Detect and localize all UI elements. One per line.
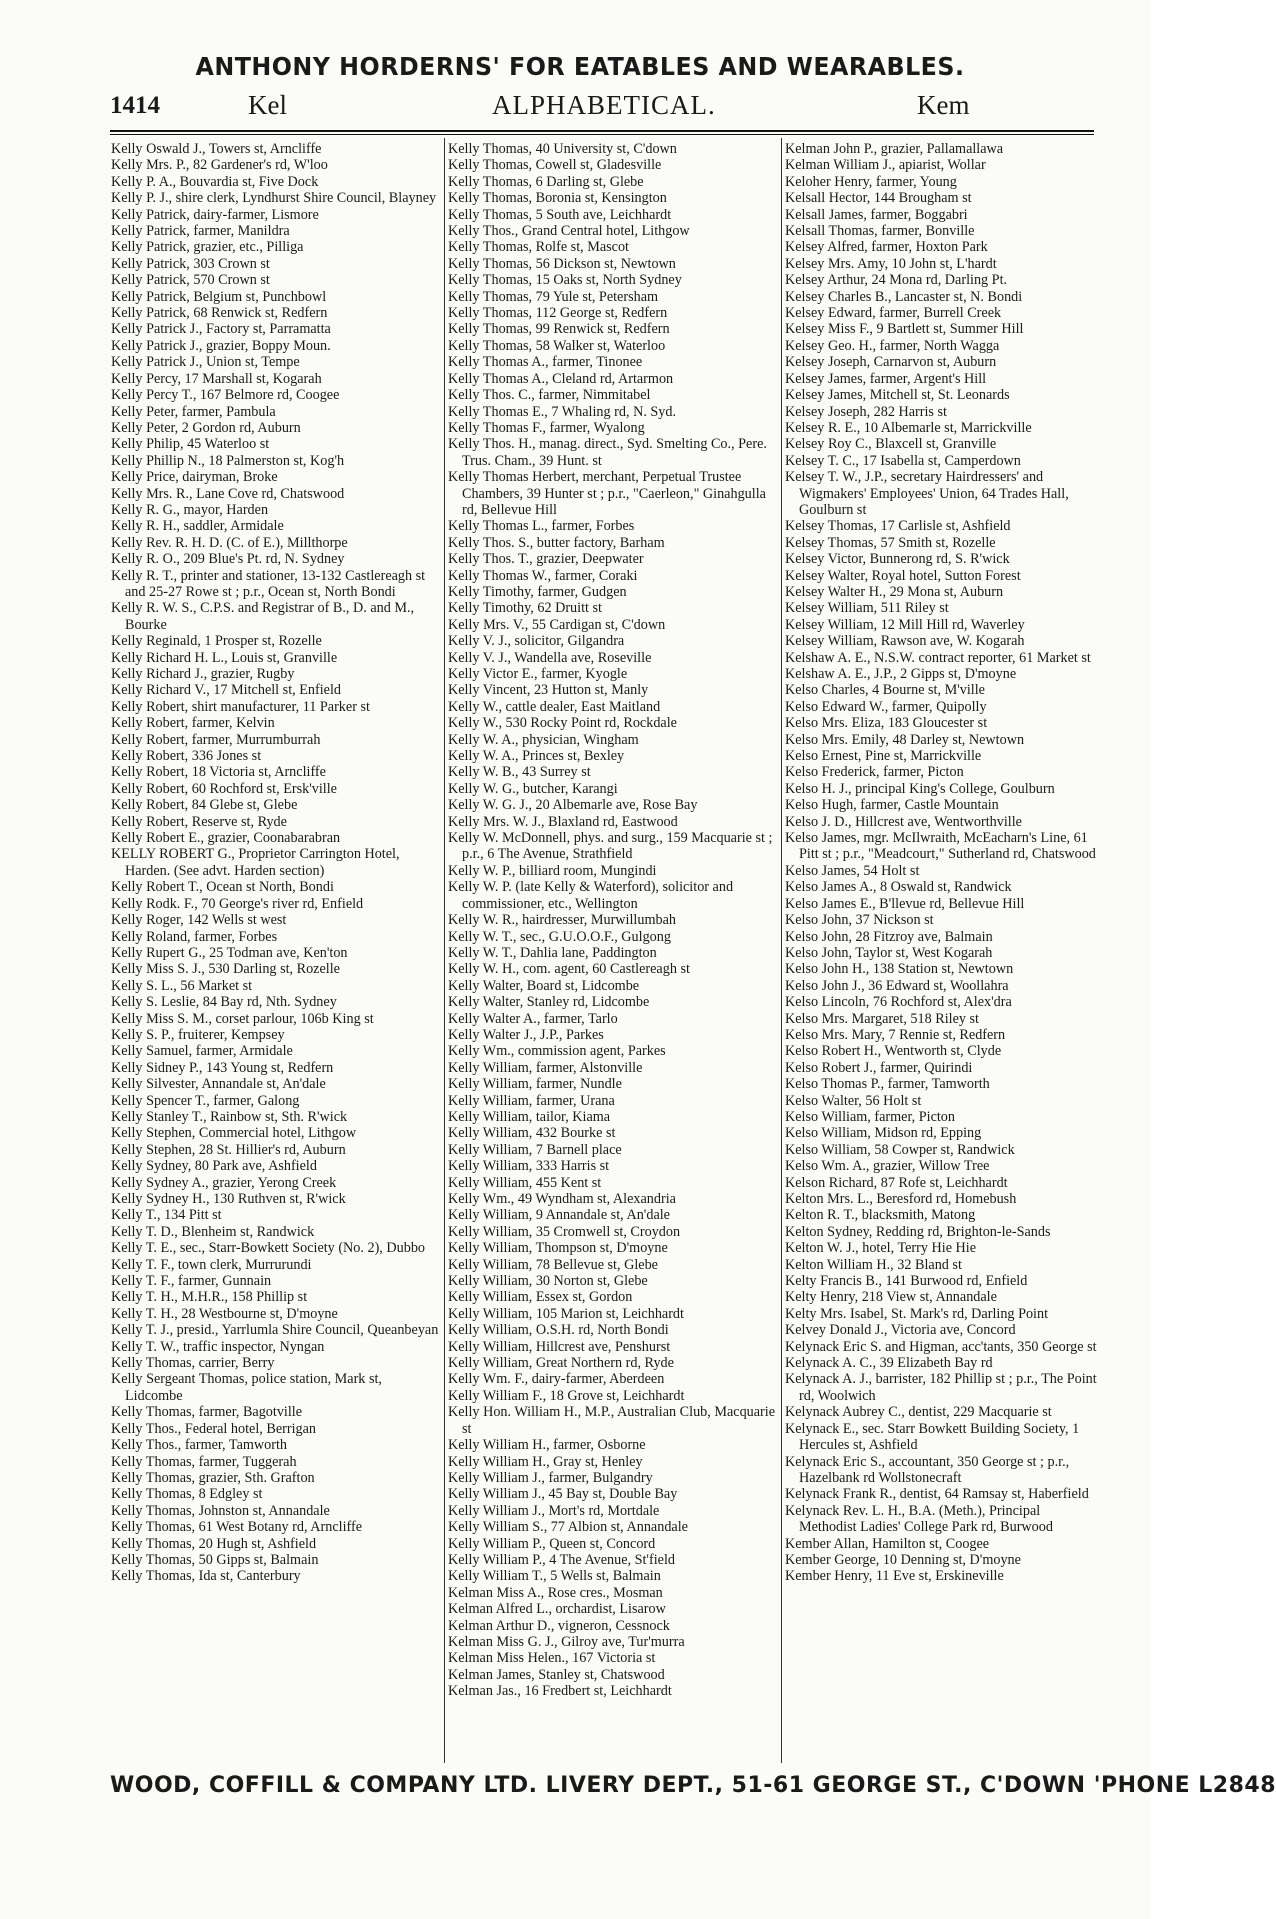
directory-entry: Kelly W. G., butcher, Karangi bbox=[448, 780, 618, 797]
directory-entry: Kelly William, farmer, Nundle bbox=[448, 1076, 622, 1093]
directory-entry: Kelly Mrs. W. J., Blaxland rd, Eastwood bbox=[448, 813, 678, 830]
directory-entry: Kelsey Joseph, Carnarvon st, Auburn bbox=[785, 354, 997, 371]
directory-entry: Kelly Silvester, Annandale st, An'dale bbox=[111, 1076, 326, 1093]
directory-entry: Kelly W. G. J., 20 Albemarle ave, Rose Bay bbox=[448, 797, 698, 814]
directory-entry: Kelton R. T., blacksmith, Matong bbox=[785, 1207, 976, 1224]
directory-entry: Kelsall Hector, 144 Brougham st bbox=[785, 190, 972, 207]
directory-entry: Kelly William, tailor, Kiama bbox=[448, 1108, 611, 1125]
directory-entry: Kelly William J., Mort's rd, Mortdale bbox=[448, 1502, 660, 1519]
directory-entry: Kelly T. F., town clerk, Murrurundi bbox=[111, 1256, 312, 1273]
directory-entry: Kelynack E., sec. Starr Bowkett Building Society, 1 Hercules st, Ashfield bbox=[785, 1420, 1080, 1454]
directory-entry: Kelsey Mrs. Amy, 10 John st, L'hardt bbox=[785, 255, 997, 272]
directory-entry: Kelynack Aubrey C., dentist, 229 Macquarie st bbox=[785, 1404, 1052, 1421]
directory-entry: Kelly Thomas L., farmer, Forbes bbox=[448, 518, 635, 535]
directory-entry: Kelsey T. W., J.P., secretary Hairdressers' and Wigmakers' Employees' Union, 64 Trades Hall, Goulburn st bbox=[785, 469, 1069, 518]
directory-entry: Kelsey James, farmer, Argent's Hill bbox=[785, 370, 987, 387]
directory-entry: Kelly W. T., Dahlia lane, Paddington bbox=[448, 944, 657, 961]
directory-entry: Kelly T. W., traffic inspector, Nyngan bbox=[111, 1338, 325, 1355]
directory-entry: Kelly R. W. S., C.P.S. and Registrar of B., D. and M., Bourke bbox=[111, 600, 415, 633]
directory-entry: Kelly Patrick, grazier, etc., Pilliga bbox=[111, 239, 304, 256]
directory-entry: Kelman James, Stanley st, Chatswood bbox=[448, 1666, 665, 1683]
directory-entry: Kelly Thomas A., Cleland rd, Artarmon bbox=[448, 370, 674, 387]
directory-entry: Kelly William, 7 Barnell place bbox=[448, 1141, 622, 1158]
directory-entry: Kelly Thos. T., grazier, Deepwater bbox=[448, 551, 644, 568]
directory-entry: Kelly Thomas, 61 West Botany rd, Arncliffe bbox=[111, 1519, 363, 1536]
directory-entry: Kelsey Walter H., 29 Mona st, Auburn bbox=[785, 583, 1004, 600]
directory-entry: Kelsey Roy C., Blaxcell st, Granville bbox=[785, 436, 997, 453]
directory-entry: Kelly T. H., 28 Westbourne st, D'moyne bbox=[111, 1305, 338, 1322]
directory-entry: Kelly Robert E., grazier, Coonabarabran bbox=[111, 830, 341, 847]
directory-entry: Kelsey Joseph, 282 Harris st bbox=[785, 403, 947, 420]
directory-entry: Kelly Stephen, 28 St. Hillier's rd, Auburn bbox=[111, 1141, 346, 1158]
directory-entry: Kelly Phillip N., 18 Palmerston st, Kog'h bbox=[111, 452, 345, 469]
directory-entry: Kelynack Eric S. and Higman, acc'tants, 350 George st bbox=[785, 1338, 1097, 1355]
directory-entry: Kelso John J., 36 Edward st, Woollahra bbox=[785, 977, 1009, 994]
directory-entry: Kelly Thos. S., butter factory, Barham bbox=[448, 534, 665, 551]
directory-entry: Kelly Timothy, 62 Druitt st bbox=[448, 600, 602, 617]
directory-entry: Kelso Wm. A., grazier, Willow Tree bbox=[785, 1158, 990, 1175]
directory-entry: Kelly Thos., farmer, Tamworth bbox=[111, 1437, 288, 1454]
directory-entry: Kelly Thomas F., farmer, Wyalong bbox=[448, 419, 645, 436]
directory-entry: Kelly Robert, 84 Glebe st, Glebe bbox=[111, 797, 298, 814]
directory-entry: Kelsey Geo. H., farmer, North Wagga bbox=[785, 337, 1000, 354]
directory-entry: Kelly Sydney A., grazier, Yerong Creek bbox=[111, 1174, 337, 1191]
directory-entry: Kelly W., 530 Rocky Point rd, Rockdale bbox=[448, 715, 677, 732]
directory-entry: Kelman William J., apiarist, Wollar bbox=[785, 157, 986, 174]
directory-entry: Kelly William, 455 Kent st bbox=[448, 1174, 602, 1191]
directory-entry: Kelly William F., 18 Grove st, Leichhardt bbox=[448, 1387, 685, 1404]
directory-entry: Kelso Robert H., Wentworth st, Clyde bbox=[785, 1043, 1002, 1060]
directory-entry: Kelly Richard V., 17 Mitchell st, Enfield bbox=[111, 682, 341, 699]
directory-entry: Kelso John, 28 Fitzroy ave, Balmain bbox=[785, 928, 993, 945]
directory-entry: Kelso James E., B'llevue rd, Bellevue Hill bbox=[785, 895, 1025, 912]
directory-entry: Kelly Thomas, 50 Gipps st, Balmain bbox=[111, 1551, 319, 1568]
directory-entry: Kelly Patrick, dairy-farmer, Lismore bbox=[111, 206, 319, 223]
directory-entry: Kelly Thomas, 20 Hugh st, Ashfield bbox=[111, 1535, 317, 1552]
directory-entry: Kelly Thos., Federal hotel, Berrigan bbox=[111, 1420, 317, 1437]
directory-entry: Kelly Walter J., J.P., Parkes bbox=[448, 1026, 604, 1043]
directory-entry: Kelly William, farmer, Urana bbox=[448, 1092, 615, 1109]
directory-entry: Kelly Vincent, 23 Hutton st, Manly bbox=[448, 682, 649, 699]
directory-entry: Kelman John P., grazier, Pallamallawa bbox=[785, 141, 1004, 157]
directory-entry: Kelly Thomas, 40 University st, C'down bbox=[448, 141, 677, 157]
directory-entry: Kelly Thomas, 6 Darling st, Glebe bbox=[448, 173, 644, 190]
directory-entry: Kelly Thomas, 112 George st, Redfern bbox=[448, 305, 668, 322]
directory-entry: Kelly Robert, 336 Jones st bbox=[111, 748, 262, 765]
directory-entry: Kelly Wm., commission agent, Parkes bbox=[448, 1043, 666, 1060]
directory-entry: Kelly Thomas W., farmer, Coraki bbox=[448, 567, 638, 584]
directory-entry: Kelly Thos. H., manag. direct., Syd. Smelting Co., Pere. Trus. Cham., 39 Hunt. st bbox=[448, 436, 767, 469]
section-title: ALPHABETICAL. bbox=[492, 90, 716, 120]
directory-entry: Kelly William, 432 Bourke st bbox=[448, 1125, 616, 1142]
directory-entry: Kelso John, 37 Nickson st bbox=[785, 912, 934, 929]
directory-entry: Kelly Thomas, 15 Oaks st, North Sydney bbox=[448, 272, 682, 289]
directory-entry: Kelly Robert T., Ocean st North, Bondi bbox=[111, 879, 334, 896]
directory-entry: Kelman Alfred L., orchardist, Lisarow bbox=[448, 1601, 666, 1618]
directory-entry: Kelly P. J., shire clerk, Lyndhurst Shire Council, Blayney bbox=[111, 190, 437, 207]
directory-entry: Kember Allan, Hamilton st, Coogee bbox=[785, 1535, 990, 1552]
column-divider bbox=[444, 138, 445, 1763]
directory-entry: Kelty Henry, 218 View st, Annandale bbox=[785, 1289, 997, 1306]
directory-entry: Kelly William, 105 Marion st, Leichhardt bbox=[448, 1305, 684, 1322]
guide-word-last: Kem bbox=[917, 90, 970, 120]
directory-entry: Kelynack Frank R., dentist, 64 Ramsay st, Haberfield bbox=[785, 1486, 1089, 1503]
directory-entry: Kelty Francis B., 141 Burwood rd, Enfield bbox=[785, 1273, 1028, 1290]
directory-entry: Kelly William, O.S.H. rd, North Bondi bbox=[448, 1322, 669, 1339]
directory-entry: Kelso Robert J., farmer, Quirindi bbox=[785, 1059, 973, 1076]
bottom-advertisement-banner: WOOD, COFFILL & COMPANY LTD. LIVERY DEPT., 51-61 GEORGE ST., C'DOWN 'PHONE L2848 bbox=[110, 1773, 1276, 1798]
directory-entry: Kelly V. J., Wandella ave, Roseville bbox=[448, 649, 652, 666]
directory-entry: Kelman Miss Helen., 167 Victoria st bbox=[448, 1650, 656, 1667]
directory-entry: Kelly William, Essex st, Gordon bbox=[448, 1289, 633, 1306]
directory-entry: Kelly Walter, Stanley rd, Lidcombe bbox=[448, 994, 650, 1011]
directory-entry: Kelly T. D., Blenheim st, Randwick bbox=[111, 1223, 315, 1240]
directory-entry: Kelly Thos., Grand Central hotel, Lithgow bbox=[448, 223, 690, 240]
directory-entry: Kelly Thomas, farmer, Tuggerah bbox=[111, 1453, 297, 1470]
directory-entry: Kelly Wm., 49 Wyndham st, Alexandria bbox=[448, 1191, 676, 1207]
directory-entry: Kelly Philip, 45 Waterloo st bbox=[111, 436, 270, 453]
directory-column-3 bbox=[785, 141, 1097, 1585]
directory-entry: Kelly T. J., presid., Yarrlumla Shire Council, Queanbeyan bbox=[111, 1322, 439, 1339]
top-advertisement-banner: ANTHONY HORDERNS' FOR EATABLES AND WEARABLES. bbox=[195, 52, 965, 81]
directory-entry: Kelly Rupert G., 25 Todman ave, Ken'ton bbox=[111, 944, 348, 961]
directory-entry: Kelly William, 333 Harris st bbox=[448, 1158, 610, 1175]
directory-entry: Kelly Percy T., 167 Belmore rd, Coogee bbox=[111, 387, 340, 404]
directory-entry: Kelynack A. C., 39 Elizabeth Bay rd bbox=[785, 1355, 993, 1372]
directory-entry: Kelly Oswald J., Towers st, Arncliffe bbox=[111, 141, 322, 157]
directory-entry: Kelynack Eric S., accountant, 350 George st ; p.r., Hazelbank rd Wollstonecraft bbox=[785, 1453, 1070, 1486]
directory-entry: Kelly Thomas, 99 Renwick st, Redfern bbox=[448, 321, 670, 338]
directory-entry: Kelly Thomas, 8 Edgley st bbox=[111, 1486, 263, 1503]
directory-entry: Kelsall Thomas, farmer, Bonville bbox=[785, 223, 975, 240]
directory-entry: Kelsey Thomas, 57 Smith st, Rozelle bbox=[785, 534, 996, 551]
directory-entry: Kelly Miss S. J., 530 Darling st, Rozelle bbox=[111, 961, 340, 978]
directory-entry: Kelsey William, Rawson ave, W. Kogarah bbox=[785, 633, 1025, 650]
directory-entry: Kelly William, Hillcrest ave, Penshurst bbox=[448, 1338, 671, 1355]
directory-entry: Kelly Sydney, 80 Park ave, Ashfield bbox=[111, 1158, 317, 1175]
directory-entry: Kelly T. E., sec., Starr-Bowkett Society (No. 2), Dubbo bbox=[111, 1240, 426, 1257]
directory-entry: Kelvey Donald J., Victoria ave, Concord bbox=[785, 1322, 1016, 1339]
directory-entry: Kelly William P., 4 The Avenue, St'field bbox=[448, 1551, 675, 1568]
directory-entry: Kelly Victor E., farmer, Kyogle bbox=[448, 666, 628, 682]
directory-entry: Kelly Reginald, 1 Prosper st, Rozelle bbox=[111, 633, 322, 650]
directory-entry: Kelso J. D., Hillcrest ave, Wentworthville bbox=[785, 813, 1022, 830]
directory-entry: Kelso William, farmer, Picton bbox=[785, 1108, 955, 1125]
directory-entry: Kelsey Arthur, 24 Mona rd, Darling Pt. bbox=[785, 272, 1008, 289]
directory-entry: Kelly Patrick, farmer, Manildra bbox=[111, 223, 290, 240]
directory-entry: Kelly William T., 5 Wells st, Balmain bbox=[448, 1568, 661, 1585]
directory-entry: Kelly Thomas, grazier, Sth. Grafton bbox=[111, 1469, 315, 1486]
directory-entry: Kelly W. T., sec., G.U.O.O.F., Gulgong bbox=[448, 928, 671, 945]
directory-entry: Kelso Frederick, farmer, Picton bbox=[785, 764, 964, 781]
directory-entry: Kelly P. A., Bouvardia st, Five Dock bbox=[111, 173, 319, 190]
directory-entry: Kelso Mrs. Emily, 48 Darley st, Newtown bbox=[785, 731, 1025, 748]
directory-entry: Kelly Thomas, 79 Yule st, Petersham bbox=[448, 288, 659, 305]
directory-entry: Kelly Roger, 142 Wells st west bbox=[111, 912, 287, 929]
directory-entry: Kelly William, 9 Annandale st, An'dale bbox=[448, 1207, 670, 1224]
directory-entry: Kelly Thomas, Rolfe st, Mascot bbox=[448, 239, 630, 256]
directory-entry: Kelly Patrick J., grazier, Boppy Moun. bbox=[111, 337, 331, 354]
directory-entry: Kelman Jas., 16 Fredbert st, Leichhardt bbox=[448, 1683, 672, 1700]
directory-entry: Kelsey Miss F., 9 Bartlett st, Summer Hill bbox=[785, 321, 1024, 338]
directory-entry: Kelman Miss A., Rose cres., Mosman bbox=[448, 1584, 663, 1601]
directory-entry: Kelly S. Leslie, 84 Bay rd, Nth. Sydney bbox=[111, 994, 337, 1011]
directory-entry: Kelsall James, farmer, Boggabri bbox=[785, 206, 968, 223]
directory-entry: Kelson Richard, 87 Rofe st, Leichhardt bbox=[785, 1174, 1008, 1191]
directory-entry: Kelly Peter, farmer, Pambula bbox=[111, 403, 276, 420]
directory-entry: Kelsey James, Mitchell st, St. Leonards bbox=[785, 387, 1010, 404]
directory-entry: Kelly W. B., 43 Surrey st bbox=[448, 764, 591, 781]
directory-entry: Kelly T., 134 Pitt st bbox=[111, 1207, 222, 1224]
directory-entry: Kelly Rodk. F., 70 George's river rd, Enfield bbox=[111, 895, 364, 912]
directory-entry: Kelly Rev. R. H. D. (C. of E.), Millthorpe bbox=[111, 534, 348, 551]
directory-entry: Kelly Mrs. V., 55 Cardigan st, C'down bbox=[448, 616, 666, 633]
directory-entry: Kelsey R. E., 10 Albemarle st, Marrickville bbox=[785, 419, 1032, 436]
directory-entry: Kelso Mrs. Eliza, 183 Gloucester st bbox=[785, 715, 988, 732]
directory-entry: Kelso Charles, 4 Bourne st, M'ville bbox=[785, 682, 985, 699]
directory-entry: Kelly Richard H. L., Louis st, Granville bbox=[111, 649, 338, 666]
directory-entry: Kelly Patrick J., Union st, Tempe bbox=[111, 354, 300, 371]
directory-entry: Kelly S. P., fruiterer, Kempsey bbox=[111, 1026, 285, 1043]
directory-entry: Kelly Timothy, farmer, Gudgen bbox=[448, 583, 627, 600]
directory-entry: Kelsey Edward, farmer, Burrell Creek bbox=[785, 305, 1002, 322]
directory-entry: Kelly Thomas, farmer, Bagotville bbox=[111, 1404, 303, 1421]
directory-entry: Kelly William J., farmer, Bulgandry bbox=[448, 1469, 653, 1486]
directory-entry: Kelly Peter, 2 Gordon rd, Auburn bbox=[111, 419, 301, 436]
directory-entry: Kelly Walter A., farmer, Tarlo bbox=[448, 1010, 618, 1027]
directory-entry: Kelsey Walter, Royal hotel, Sutton Forest bbox=[785, 567, 1021, 584]
directory-entry: Keloher Henry, farmer, Young bbox=[785, 173, 957, 190]
directory-entry: Kelly Richard J., grazier, Rugby bbox=[111, 666, 295, 682]
directory-entry: Kelly William S., 77 Albion st, Annandale bbox=[448, 1519, 688, 1536]
directory-entry: Kelso Edward W., farmer, Quipolly bbox=[785, 698, 987, 715]
directory-entry: Kelly William P., Queen st, Concord bbox=[448, 1535, 656, 1552]
directory-entry: Kelly Thomas, 58 Walker st, Waterloo bbox=[448, 337, 666, 354]
directory-entry: Kelshaw A. E., N.S.W. contract reporter, 61 Market st bbox=[785, 649, 1091, 666]
directory-entry: Kelly W. H., com. agent, 60 Castlereagh st bbox=[448, 961, 690, 978]
directory-entry: Kelly W. A., Princes st, Bexley bbox=[448, 748, 625, 765]
directory-entry: Kelly Robert, 60 Rochford st, Ersk'ville bbox=[111, 780, 337, 797]
directory-entry: Kelso H. J., principal King's College, Goulburn bbox=[785, 780, 1055, 797]
directory-entry: Kelman Miss G. J., Gilroy ave, Tur'murra bbox=[448, 1633, 685, 1650]
directory-entry: Kelly W. P., billiard room, Mungindi bbox=[448, 862, 657, 879]
directory-entry: Kelly Thos. C., farmer, Nimmitabel bbox=[448, 387, 651, 404]
directory-entry: Kelynack A. J., barrister, 182 Phillip st ; p.r., The Point rd, Woolwich bbox=[785, 1371, 1097, 1404]
directory-entry: Kember George, 10 Denning st, D'moyne bbox=[785, 1551, 1021, 1568]
directory-entry: Kelly Mrs. P., 82 Gardener's rd, W'loo bbox=[111, 157, 328, 174]
directory-entry: Kelly Thomas, Cowell st, Gladesville bbox=[448, 157, 662, 174]
directory-entry: Kelton Mrs. L., Beresford rd, Homebush bbox=[785, 1191, 1017, 1207]
directory-entry: Kelly Miss S. M., corset parlour, 106b King st bbox=[111, 1010, 374, 1027]
directory-entry: Kelly Patrick, Belgium st, Punchbowl bbox=[111, 288, 327, 305]
directory-entry: Kelton William H., 32 Bland st bbox=[785, 1256, 962, 1273]
header-rule bbox=[110, 130, 1094, 132]
directory-entry: Kelly Thomas, 56 Dickson st, Newtown bbox=[448, 255, 676, 272]
directory-entry: Kelman Arthur D., vigneron, Cessnock bbox=[448, 1617, 670, 1634]
directory-entry: Kelly Thomas, 5 South ave, Leichhardt bbox=[448, 206, 672, 223]
directory-entry: Kelly Price, dairyman, Broke bbox=[111, 469, 278, 486]
directory-entry: Kelly William, 78 Bellevue st, Glebe bbox=[448, 1256, 658, 1273]
directory-entry: Kelly Wm. F., dairy-farmer, Aberdeen bbox=[448, 1371, 665, 1388]
directory-entry: Kelso Mrs. Mary, 7 Rennie st, Redfern bbox=[785, 1026, 1006, 1043]
directory-entry: Kelly W., cattle dealer, East Maitland bbox=[448, 698, 661, 715]
directory-entry: Kelly Patrick, 68 Renwick st, Redfern bbox=[111, 305, 328, 322]
directory-entry: Kelly Thomas Herbert, merchant, Perpetual Trustee Chambers, 39 Hunter st ; p.r., "Caerleon," Ginahgulla rd, Bellevue Hill bbox=[448, 469, 766, 518]
directory-entry: Kelly William, Thompson st, D'moyne bbox=[448, 1240, 668, 1257]
directory-entry: Kelly R. G., mayor, Harden bbox=[111, 501, 269, 518]
directory-entry: Kelton W. J., hotel, Terry Hie Hie bbox=[785, 1240, 977, 1257]
directory-entry: Kelly R. O., 209 Blue's Pt. rd, N. Sydney bbox=[111, 551, 345, 568]
directory-entry: Kelly Roland, farmer, Forbes bbox=[111, 928, 278, 945]
directory-column-1 bbox=[111, 141, 441, 1585]
directory-entry: Kelly Sergeant Thomas, police station, Mark st, Lidcombe bbox=[111, 1371, 382, 1404]
directory-entry: Kelso John H., 138 Station st, Newtown bbox=[785, 961, 1014, 978]
directory-entry: Kelso William, Midson rd, Epping bbox=[785, 1125, 982, 1142]
directory-entry: Kelly William, Great Northern rd, Ryde bbox=[448, 1355, 674, 1372]
directory-entry: Kelsey William, 12 Mill Hill rd, Waverley bbox=[785, 616, 1025, 633]
directory-entry: Kelly Patrick, 303 Crown st bbox=[111, 255, 270, 272]
directory-entry: Kelso William, 58 Cowper st, Randwick bbox=[785, 1141, 1015, 1158]
directory-entry: Kelso Walter, 56 Holt st bbox=[785, 1092, 922, 1109]
directory-entry: Kelso Lincoln, 76 Rochford st, Alex'dra bbox=[785, 994, 1012, 1011]
directory-entry: Kelly William H., Gray st, Henley bbox=[448, 1453, 643, 1470]
directory-entry: Kelly W. McDonnell, phys. and surg., 159 Macquarie st ; p.r., 6 The Avenue, Strathfield bbox=[448, 830, 773, 863]
directory-entry: Kelly Walter, Board st, Lidcombe bbox=[448, 977, 640, 994]
header-rule-thin bbox=[110, 134, 1094, 135]
column-divider bbox=[781, 138, 782, 1763]
directory-entry: Kelly Robert, Reserve st, Ryde bbox=[111, 813, 287, 830]
directory-entry: Kelly Patrick, 570 Crown st bbox=[111, 272, 270, 289]
directory-entry: Kelly Robert, shirt manufacturer, 11 Parker st bbox=[111, 698, 370, 715]
directory-entry: Kelly T. H., M.H.R., 158 Phillip st bbox=[111, 1289, 308, 1306]
directory-entry: Kelso Mrs. Margaret, 518 Riley st bbox=[785, 1010, 980, 1027]
directory-entry: Kelly Thomas E., 7 Whaling rd, N. Syd. bbox=[448, 403, 677, 420]
directory-entry: Kelynack Rev. L. H., B.A. (Meth.), Principal Methodist Ladies' College Park rd, Burwood bbox=[785, 1502, 1053, 1536]
directory-entry: Kelly W. P. (late Kelly & Waterford), solicitor and commissioner, etc., Wellington bbox=[448, 879, 734, 912]
directory-entry: Kelly Robert, farmer, Kelvin bbox=[111, 715, 275, 732]
directory-entry: Kelly Stephen, Commercial hotel, Lithgow bbox=[111, 1125, 357, 1142]
directory-entry: Kelsey Alfred, farmer, Hoxton Park bbox=[785, 239, 988, 256]
directory-entry: Kelly Thomas A., farmer, Tinonee bbox=[448, 354, 643, 371]
directory-entry: Kelly Percy, 17 Marshall st, Kogarah bbox=[111, 370, 322, 387]
directory-entry: Kelly Mrs. R., Lane Cove rd, Chatswood bbox=[111, 485, 345, 502]
directory-entry: Kelly Samuel, farmer, Armidale bbox=[111, 1043, 293, 1060]
directory-entry: Kelly R. T., printer and stationer, 13-132 Castlereagh st and 25-27 Rowe st ; p.r., Ocean st, North Bondi bbox=[111, 567, 426, 600]
directory-entry: Kelly William H., farmer, Osborne bbox=[448, 1437, 646, 1454]
directory-entry: Kelly Thomas, Boronia st, Kensington bbox=[448, 190, 667, 207]
directory-entry: Kelsey Victor, Bunnerong rd, S. R'wick bbox=[785, 551, 1010, 568]
directory-entry: Kelly Sidney P., 143 Young st, Redfern bbox=[111, 1059, 334, 1076]
directory-entry: Kelly S. L., 56 Market st bbox=[111, 977, 253, 994]
directory-entry: KELLY ROBERT G., Proprietor Carrington Hotel, Harden. (See advt. Harden section) bbox=[111, 846, 400, 879]
directory-entry: Kelly Patrick J., Factory st, Parramatta bbox=[111, 321, 331, 338]
directory-entry: Kelso James, mgr. McIlwraith, McEacharn's Line, 61 Pitt st ; p.r., "Meadcourt," Sutherland rd, Chatswood bbox=[785, 830, 1096, 863]
directory-entry: Kelly Spencer T., farmer, Galong bbox=[111, 1092, 300, 1109]
directory-entry: Kelly Robert, farmer, Murrumburrah bbox=[111, 731, 321, 748]
directory-entry: Kelly William, 35 Cromwell st, Croydon bbox=[448, 1223, 681, 1240]
directory-entry: Kelso Hugh, farmer, Castle Mountain bbox=[785, 797, 999, 814]
guide-word-first: Kel bbox=[248, 90, 287, 120]
directory-entry: Kelly Thomas, Johnston st, Annandale bbox=[111, 1502, 330, 1519]
directory-entry: Kelton Sydney, Redding rd, Brighton-le-Sands bbox=[785, 1223, 1051, 1240]
directory-entry: Kelly Hon. William H., M.P., Australian Club, Macquarie st bbox=[448, 1404, 776, 1437]
directory-entry: Kelly William, farmer, Alstonville bbox=[448, 1059, 643, 1076]
directory-entry: Kelsey Charles B., Lancaster st, N. Bondi bbox=[785, 288, 1023, 305]
page-number: 1414 bbox=[110, 92, 160, 119]
directory-entry: Kelso Thomas P., farmer, Tamworth bbox=[785, 1076, 990, 1093]
directory-entry: Kelso Ernest, Pine st, Marrickville bbox=[785, 748, 982, 765]
directory-entry: Kelly W. A., physician, Wingham bbox=[448, 731, 639, 748]
directory-entry: Kelsey William, 511 Riley st bbox=[785, 600, 949, 617]
directory-entry: Kember Henry, 11 Eve st, Erskineville bbox=[785, 1568, 1004, 1585]
directory-entry: Kelly Sydney H., 130 Ruthven st, R'wick bbox=[111, 1191, 346, 1207]
directory-entry: Kelso John, Taylor st, West Kogarah bbox=[785, 944, 993, 961]
directory-entry: Kelly Robert, 18 Victoria st, Arncliffe bbox=[111, 764, 326, 781]
directory-entry: Kelty Mrs. Isabel, St. Mark's rd, Darling Point bbox=[785, 1305, 1049, 1322]
directory-entry: Kelly Stanley T., Rainbow st, Sth. R'wick bbox=[111, 1108, 348, 1125]
directory-entry: Kelsey T. C., 17 Isabella st, Camperdown bbox=[785, 452, 1021, 469]
directory-entry: Kelso James, 54 Holt st bbox=[785, 862, 920, 879]
directory-entry: Kelly V. J., solicitor, Gilgandra bbox=[448, 633, 625, 650]
directory-entry: Kelly T. F., farmer, Gunnain bbox=[111, 1273, 272, 1290]
directory-entry: Kelly Thomas, carrier, Berry bbox=[111, 1355, 275, 1372]
directory-entry: Kelly Thomas, Ida st, Canterbury bbox=[111, 1568, 301, 1585]
directory-entry: Kelshaw A. E., J.P., 2 Gipps st, D'moyne bbox=[785, 666, 1017, 682]
directory-entry: Kelly W. R., hairdresser, Murwillumbah bbox=[448, 912, 676, 929]
directory-entry: Kelly William J., 45 Bay st, Double Bay bbox=[448, 1486, 678, 1503]
directory-entry: Kelsey Thomas, 17 Carlisle st, Ashfield bbox=[785, 518, 1011, 535]
directory-entry: Kelso James A., 8 Oswald st, Randwick bbox=[785, 879, 1012, 896]
directory-entry: Kelly R. H., saddler, Armidale bbox=[111, 518, 284, 535]
directory-entry: Kelly William, 30 Norton st, Glebe bbox=[448, 1273, 648, 1290]
directory-column-2 bbox=[448, 141, 780, 1700]
